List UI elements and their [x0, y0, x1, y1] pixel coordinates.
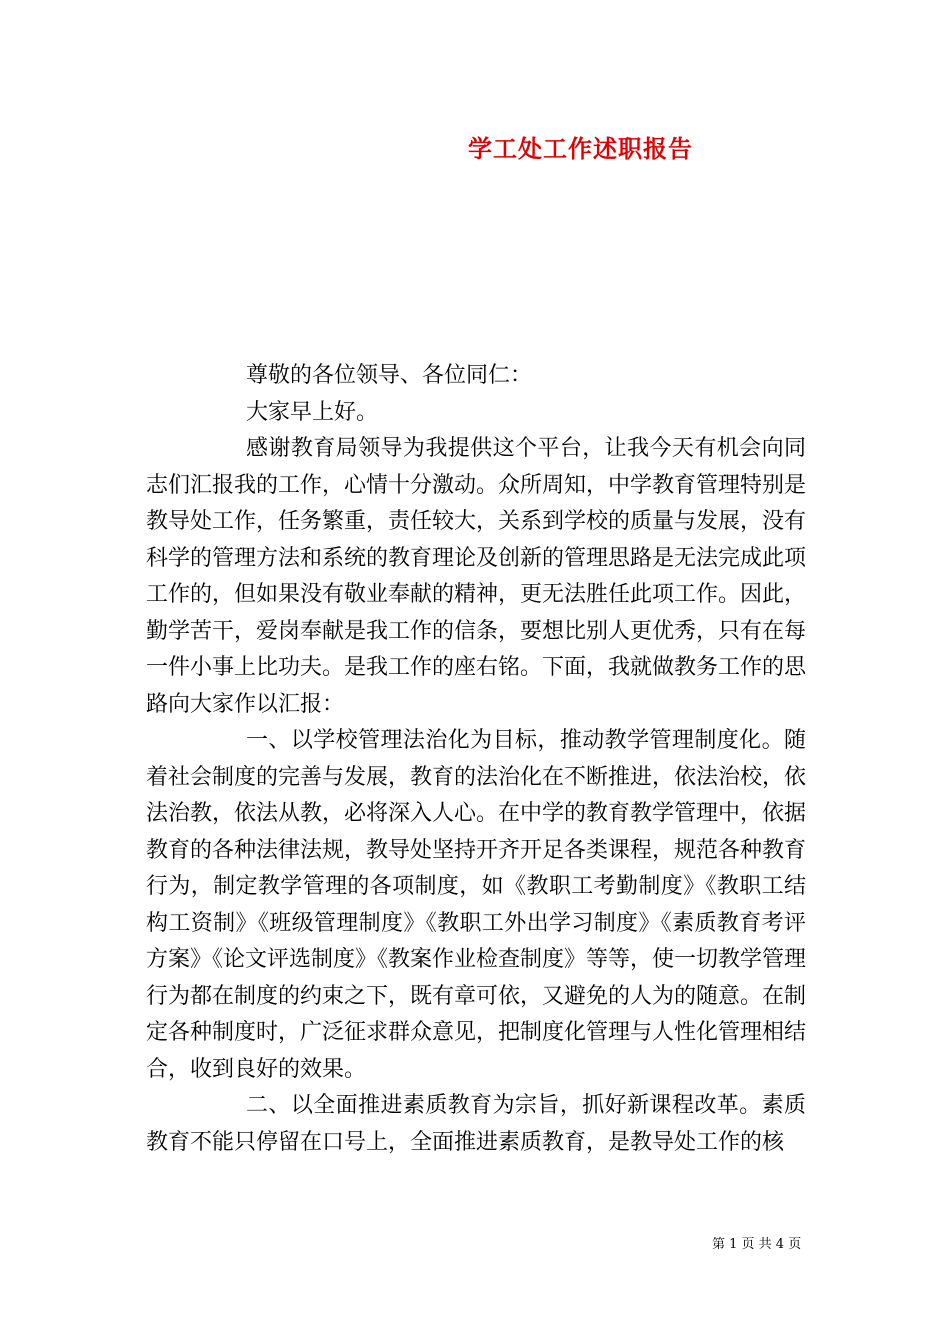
paragraph-section-1: 一、以学校管理法治化为目标，推动教学管理制度化。随着社会制度的完善与发展，教育的法治化在不断推进，依法治校，依法治教，依法从教，必将深入人心。在中学的教育教学管理中，依据教育的各种法律法规，教导处坚持开齐开足各类课程，规范各种教育行为，制定教学管理的各项制度，如《教职工考勤制度》《教职工结构工资制》《班级管理制度》《教职工外出学习制度》《素质教育考评方案》《论文评选制度》《教案作业检查制度》等等，使一切教学管理行为都在制度的约束之下，既有章可依，又避免的人为的随意。在制定各种制度时，广泛征求群众意见，把制度化管理与人性化管理相结合，收到良好的效果。 [146, 728, 807, 1082]
salutation: 尊敬的各位领导、各位同仁： [246, 363, 533, 388]
document-body [146, 358, 806, 1161]
paragraph-section-2: 二、以全面推进素质教育为宗旨，抓好新课程改革。素质教育不能只停留在口号上，全面推进素质教育，是教导处工作的核 [146, 1093, 806, 1155]
document-title: 学工处工作述职报告 [468, 134, 693, 163]
greeting: 大家早上好。 [246, 399, 379, 425]
paragraph-intro: 感谢教育局领导为我提供这个平台，让我今天有机会向同志们汇报我的工作，心情十分激动。众所周知，中学教育管理特别是教导处工作，任务繁重，责任较大，关系到学校的质量与发展，没有科学的管理方法和系统的教育理论及创新的管理思路是无法完成此项工作的，但如果没有敬业奉献的精神，更无法胜任此项工作。因此，勤学苦干，爱岗奉献是我工作的信条，要想比别人更优秀，只有在每一件小事上比功夫。是我工作的座右铭。下面，我就做教务工作的思路向大家作以汇报： [146, 436, 807, 717]
page-number-footer: 第 1 页 共 4 页 [712, 1237, 802, 1252]
